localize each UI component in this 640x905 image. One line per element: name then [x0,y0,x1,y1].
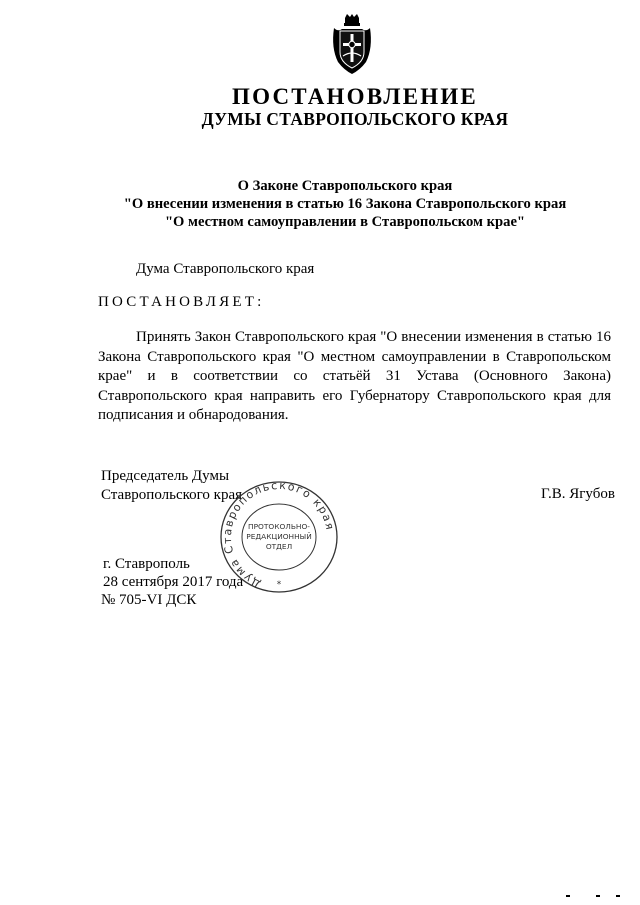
stamp-center-text: ОТДЕЛ [265,542,293,551]
official-stamp [214,475,344,595]
coat-of-arms-icon [328,14,376,76]
stamp-center-text: РЕДАКЦИОННЫЙ [246,532,312,541]
stamp-star-icon: * [276,580,282,590]
subject-line: "О местном самоуправлении в Ставропольском крае" [164,214,526,230]
subject-line: О Законе Ставропольского края [237,178,453,194]
resolution-paragraph: Принять Закон Ставропольского края "О внесении изменения в статью 16 Закона Ставропольского края "О местном самоуправлении в Ставропольском крае" и в соответствии со статьёй 31 Устава (Основного Закона) Ставропольского края направить его Губернатору Ставропольского края для подписания и обнародования. [98,329,611,423]
stamp-ring-text: Дума Ставропольского края [220,478,337,591]
issue-place: г. Ставрополь [103,556,190,572]
signatory-name: Г.В. Ягубов [541,486,615,502]
stamp-center-text: ПРОТОКОЛЬНО- [248,522,310,531]
subject-line: "О внесении изменения в статью 16 Закона Ставропольского края [123,196,567,212]
scan-mark [566,893,626,899]
signatory-position: Председатель Думы [101,468,230,484]
issuer-heading: ДУМЫ СТАВРОПОЛЬСКОГО КРАЯ [201,109,509,129]
document-number: № 705-VI ДСК [101,592,197,608]
document-type-heading: ПОСТАНОВЛЕНИЕ [232,84,478,109]
issue-date: 28 сентября 2017 года [103,574,244,590]
signatory-position: Ставропольского края [101,487,242,503]
resolves-heading: ПОСТАНОВЛЯЕТ: [98,294,265,310]
authority-text: Дума Ставропольского края [136,261,315,277]
